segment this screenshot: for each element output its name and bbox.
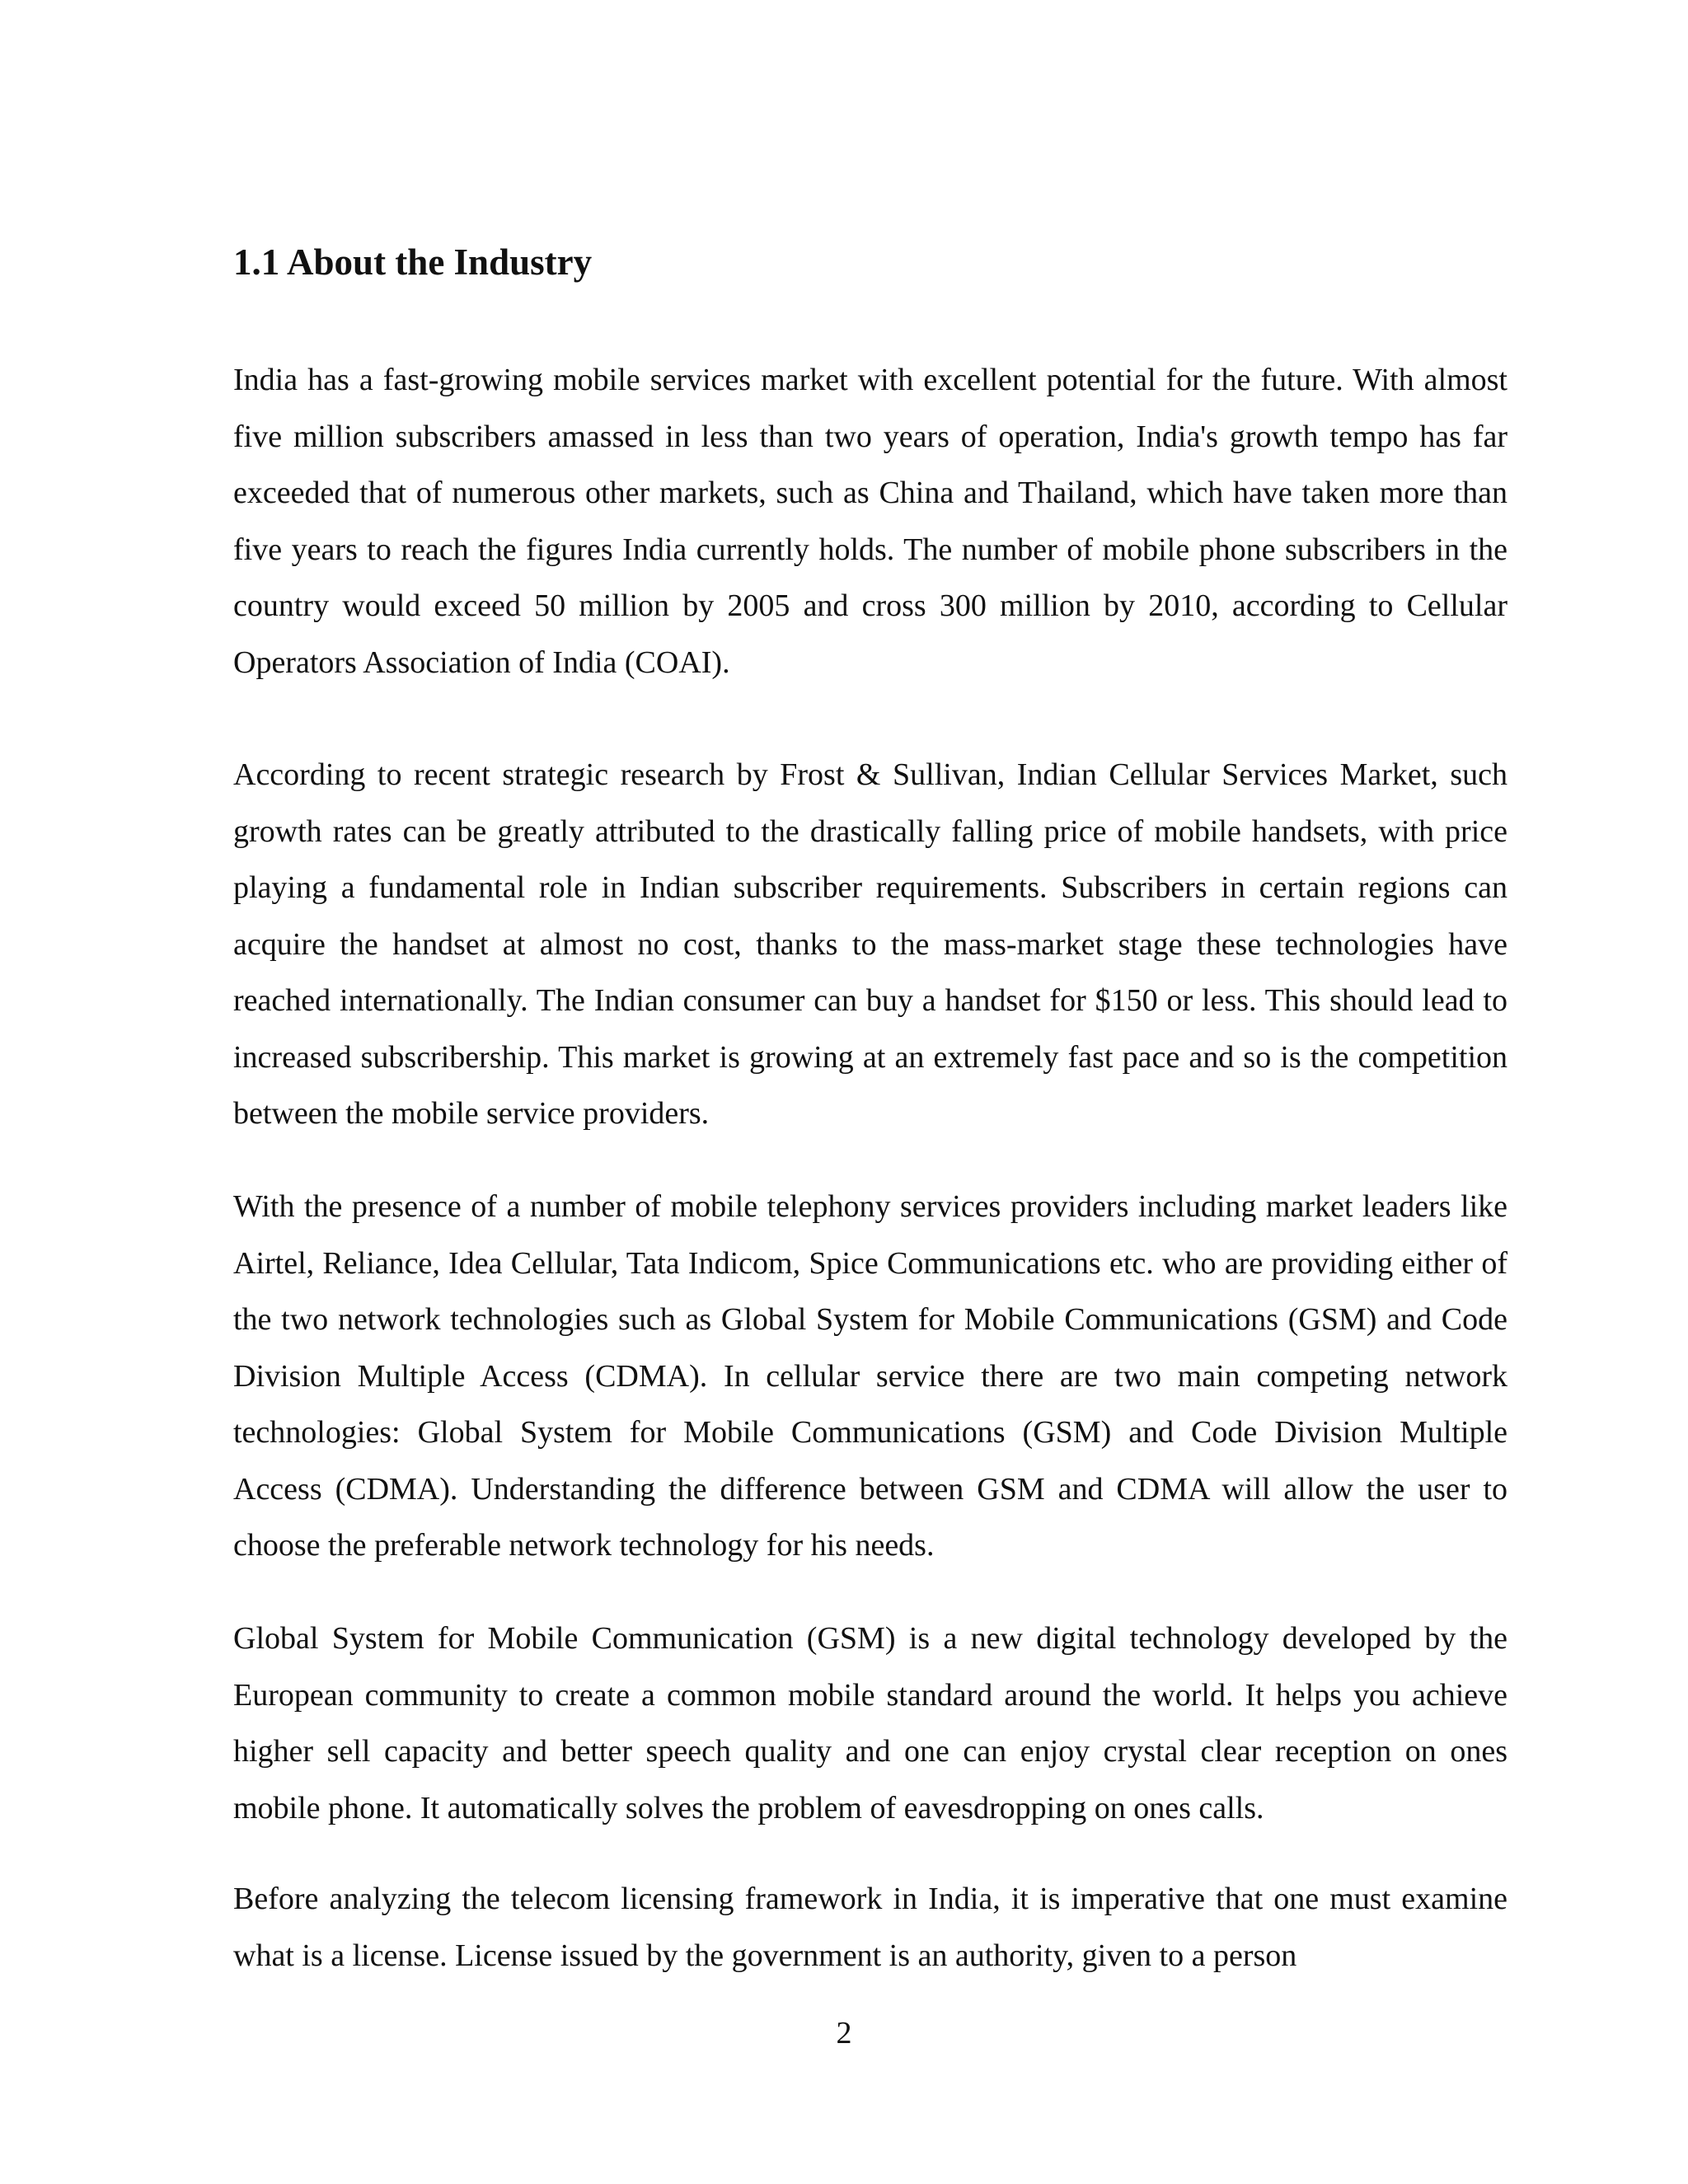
page-number: 2	[836, 2016, 852, 2050]
section-heading: 1.1 About the Industry	[233, 241, 593, 283]
paragraph-industry-growth: India has a fast-growing mobile services market with excellent potential for the future. With almost five million subscribers amassed in less than two years of operation, India's growth tempo has far exceeded that of numerous other markets, such as China and Thailand, which have taken more than five years to reach the figures India currently holds. The number of mobile phone subscribers in the country would exceed 50 million by 2005 and cross 300 million by 2010, according to Cellular Operators Association of India (COAI).	[233, 363, 1507, 680]
paragraph-gsm-description: Global System for Mobile Communication (GSM) is a new digital technology developed by the European community to create a common mobile standard around the world. It helps you achieve higher sell capacity and better speech quality and one can enjoy crystal clear reception on ones mobile phone. It automatically solves the problem of eavesdropping on ones calls.	[233, 1621, 1507, 1825]
paragraph-frost-sullivan-research: According to recent strategic research by Frost & Sullivan, Indian Cellular Services Market, such growth rates can be greatly attributed to the drastically falling price of mobile handsets, with price playing a fundamental role in Indian subscriber requirements. Subscribers in certain regions can acquire the handset at almost no cost, thanks to the mass-market stage these technologies have reached internationally. The Indian consumer can buy a handset for $150 or less. This should lead to increased subscribership. This market is growing at an extremely fast pace and so is the competition between the mobile service providers.	[233, 757, 1507, 1131]
paragraph-service-providers: With the presence of a number of mobile telephony services providers including market leaders like Airtel, Reliance, Idea Cellular, Tata Indicom, Spice Communications etc. who are providing either of the two network technologies such as Global System for Mobile Communications (GSM) and Code Division Multiple Access (CDMA). In cellular service there are two main competing network technologies: Global System for Mobile Communications (GSM) and Code Division Multiple Access (CDMA). Understanding the difference between GSM and CDMA will allow the user to choose the preferable network technology for his needs.	[233, 1189, 1507, 1563]
paragraph-licensing-framework: Before analyzing the telecom licensing framework in India, it is imperative that one must examine what is a license. License issued by the government is an authority, given to a person	[233, 1882, 1507, 1973]
